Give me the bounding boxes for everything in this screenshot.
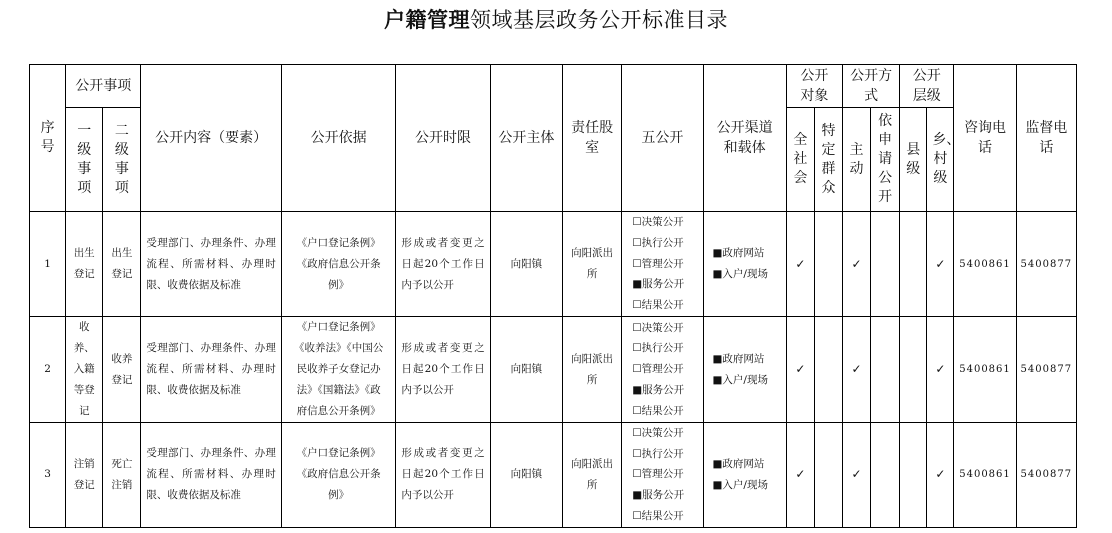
cell-consult-phone: 5400861 [954, 317, 1016, 423]
five-open-item: ■服务公开 [632, 383, 685, 396]
cell-content: 受理部门、办理条件、办理流程、所需材料、办理时限、收费依据及标准 [141, 423, 282, 528]
five-open-item: ☐结果公开 [632, 509, 684, 522]
header-target-group: 公开对象 [786, 65, 842, 108]
header-seq: 序号 [30, 65, 66, 212]
check-icon: ✓ [843, 212, 871, 317]
check-icon: ✓ [786, 212, 814, 317]
channel-item: ■政府网站 [712, 247, 765, 259]
check-icon: ✓ [786, 423, 814, 528]
check-icon: ✓ [843, 317, 871, 423]
cell-level-county [900, 212, 927, 317]
five-open-item: ☐结果公开 [632, 299, 684, 312]
header-basis: 公开依据 [281, 65, 395, 212]
basis-line: 民收养子女登记办 [296, 363, 381, 375]
header-consult-phone: 咨询电话 [954, 65, 1016, 212]
cell-level2: 死亡注销 [103, 423, 141, 528]
cell-target-specific [814, 317, 842, 423]
five-open-item: ☐管理公开 [632, 257, 684, 270]
header-level-county: 县级 [900, 108, 927, 212]
channel-item: ■政府网站 [712, 352, 765, 365]
page-title [0, 6, 1112, 34]
cell-channel [703, 317, 786, 423]
table-header [30, 65, 1077, 212]
title-bold: 户籍管理 [384, 8, 470, 32]
header-items-group: 公开事项 [66, 65, 141, 108]
cell-seq: 2 [30, 317, 66, 423]
header-content: 公开内容（要素） [141, 65, 282, 212]
header-level1: 一级事项 [66, 108, 103, 212]
check-icon: ✓ [927, 317, 954, 423]
cell-consult-phone: 5400861 [954, 423, 1016, 528]
cell-content: 受理部门、办理条件、办理流程、所需材料、办理时限、收费依据及标准 [141, 212, 282, 317]
title-rest: 领域基层政务公开标准目录 [470, 8, 728, 32]
header-subject: 公开主体 [490, 65, 562, 212]
cell-subject: 向阳镇 [490, 423, 562, 528]
table-row [30, 423, 1077, 528]
header-mode-active: 主动 [843, 108, 871, 212]
cell-target-specific [814, 212, 842, 317]
cell-channel [703, 212, 786, 317]
cell-time-limit: 形成或者变更之日起20个工作日内予以公开 [396, 317, 490, 423]
cell-content: 受理部门、办理条件、办理流程、所需材料、办理时限、收费依据及标准 [141, 317, 282, 423]
cell-five-open [622, 423, 703, 528]
cell-mode-apply [871, 423, 900, 528]
cell-five-open [622, 317, 703, 423]
header-level2: 二级事项 [103, 108, 141, 212]
cell-seq: 1 [30, 212, 66, 317]
cell-target-specific [814, 423, 842, 528]
header-target-specific: 特定群众 [814, 108, 842, 212]
basis-line: 《收养法》《中国公 [294, 342, 384, 354]
cell-level2: 收养登记 [103, 317, 141, 423]
cell-mode-apply [871, 317, 900, 423]
basis-line: 《政府信息公开条 [296, 468, 381, 481]
cell-supervise-phone: 5400877 [1016, 423, 1076, 528]
cell-consult-phone: 5400861 [954, 212, 1016, 317]
basis-line: 府信息公开条例》 [296, 405, 381, 417]
five-open-item: ☐结果公开 [632, 404, 684, 417]
basis-line: 例》 [328, 278, 350, 291]
header-time-limit: 公开时限 [396, 65, 490, 212]
five-open-item: ☐决策公开 [632, 427, 684, 439]
table-row [30, 317, 1077, 423]
cell-supervise-phone: 5400877 [1016, 212, 1076, 317]
basis-line: 《政府信息公开条 [296, 257, 381, 270]
header-five-open: 五公开 [622, 65, 703, 212]
cell-channel [703, 423, 786, 528]
cell-level1: 注销登记 [66, 423, 103, 528]
cell-level-county [900, 317, 927, 423]
basis-line: 《户口登记条例》 [296, 236, 381, 249]
cell-subject: 向阳镇 [490, 317, 562, 423]
channel-item: ■入户/现场 [712, 268, 768, 280]
channel-item: ■入户/现场 [712, 478, 768, 491]
five-open-item: ☐管理公开 [632, 468, 684, 481]
cell-five-open [622, 212, 703, 317]
basis-line: 《户口登记条例》 [296, 447, 381, 460]
five-open-item: ☐决策公开 [632, 216, 684, 229]
catalog-table [29, 64, 1077, 528]
five-open-item: ■服务公开 [632, 489, 685, 502]
header-mode-apply: 依申请公开 [871, 108, 900, 212]
cell-basis [281, 423, 395, 528]
basis-line: 例》 [328, 489, 350, 502]
cell-basis [281, 317, 395, 423]
check-icon: ✓ [927, 423, 954, 528]
basis-line: 法》《国籍法》《政 [296, 384, 381, 396]
header-level-town: 乡、村级 [927, 108, 954, 212]
header-channel: 公开渠道和载体 [703, 65, 786, 212]
header-dept: 责任股室 [562, 65, 621, 212]
check-icon: ✓ [927, 212, 954, 317]
cell-level-county [900, 423, 927, 528]
five-open-item: ■服务公开 [632, 278, 685, 291]
table-body [30, 212, 1077, 528]
cell-mode-apply [871, 212, 900, 317]
check-icon: ✓ [843, 423, 871, 528]
header-target-all: 全社会 [786, 108, 814, 212]
cell-level1: 出生登记 [66, 212, 103, 317]
header-supervise-phone: 监督电话 [1016, 65, 1076, 212]
five-open-item: ☐执行公开 [632, 342, 684, 355]
five-open-item: ☐执行公开 [632, 236, 684, 249]
header-level-group: 公开层级 [900, 65, 954, 108]
cell-seq: 3 [30, 423, 66, 528]
cell-dept: 向阳派出所 [562, 317, 621, 423]
channel-item: ■政府网站 [712, 457, 765, 470]
channel-item: ■入户/现场 [712, 373, 768, 386]
basis-line: 《户口登记条例》 [296, 321, 381, 333]
check-icon: ✓ [786, 317, 814, 423]
cell-time-limit: 形成或者变更之日起20个工作日内予以公开 [396, 423, 490, 528]
cell-time-limit: 形成或者变更之日起20个工作日内予以公开 [396, 212, 490, 317]
header-mode-group: 公开方式 [843, 65, 900, 108]
five-open-item: ☐执行公开 [632, 447, 684, 460]
cell-dept: 向阳派出所 [562, 212, 621, 317]
five-open-item: ☐决策公开 [632, 321, 684, 334]
table-row [30, 212, 1077, 317]
cell-dept: 向阳派出所 [562, 423, 621, 528]
cell-level1: 收养、入籍等登记 [66, 317, 103, 423]
cell-basis [281, 212, 395, 317]
five-open-item: ☐管理公开 [632, 363, 684, 376]
cell-supervise-phone: 5400877 [1016, 317, 1076, 423]
cell-level2: 出生登记 [103, 212, 141, 317]
cell-subject: 向阳镇 [490, 212, 562, 317]
